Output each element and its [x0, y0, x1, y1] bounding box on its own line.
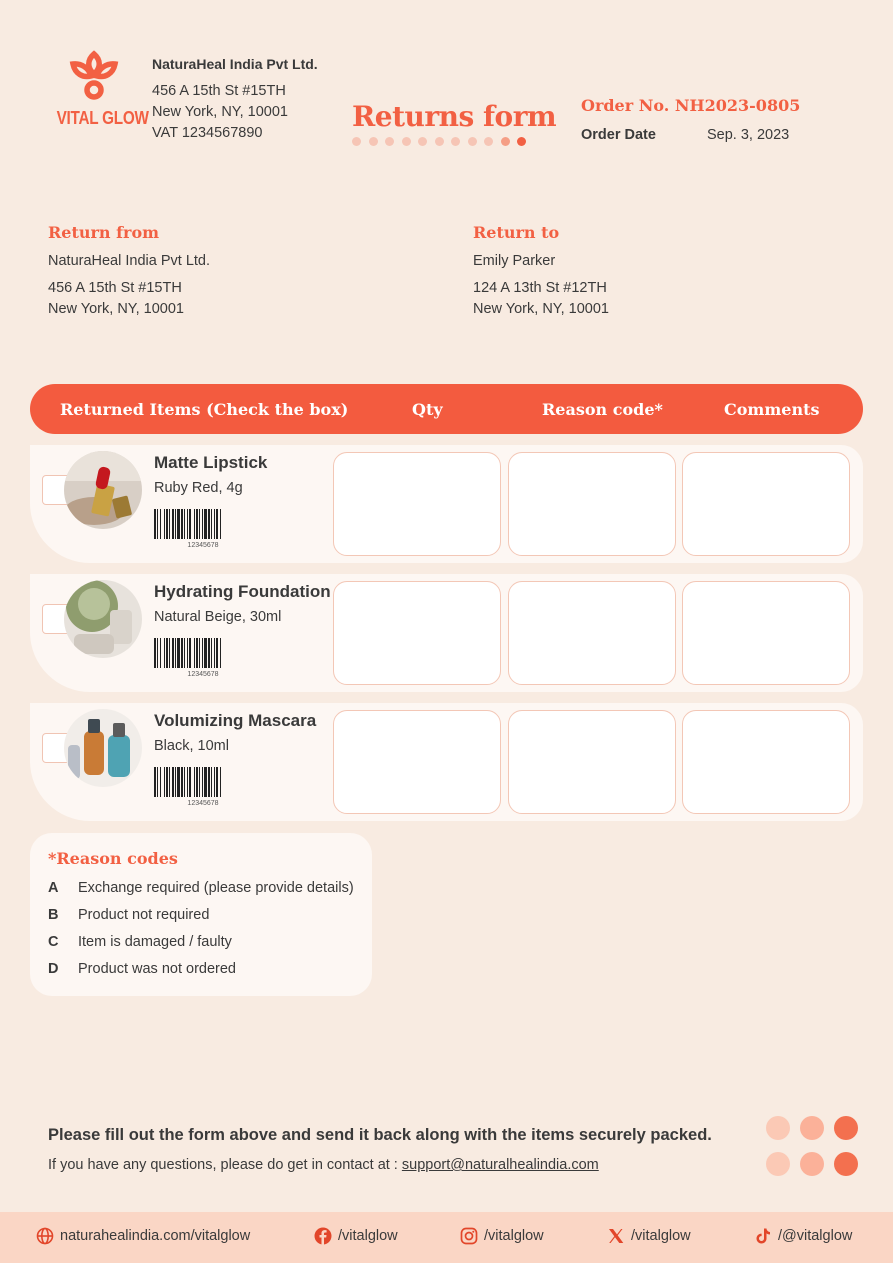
qty-input[interactable]	[333, 581, 501, 685]
order-date-row	[581, 127, 789, 143]
reason-code-item	[48, 961, 354, 988]
reason-code-input[interactable]	[508, 581, 676, 685]
header-reason-code: Reason code*	[542, 400, 663, 419]
x-handle: /vitalglow	[631, 1228, 691, 1244]
comments-input[interactable]	[682, 581, 850, 685]
company-vat: VAT 1234567890	[152, 125, 263, 141]
company-info	[152, 54, 318, 144]
footer-website-link[interactable]	[36, 1227, 250, 1245]
header-returned-items: Returned Items (Check the box)	[60, 400, 349, 419]
product-image-foundation	[64, 580, 142, 658]
return-to-heading: Return to	[473, 223, 560, 242]
return-to-block	[473, 222, 609, 320]
qty-input[interactable]	[333, 710, 501, 814]
barcode	[154, 638, 252, 668]
reason-code-item	[48, 880, 354, 907]
barcode-number: 12345678	[187, 542, 219, 549]
facebook-icon	[314, 1227, 332, 1245]
flower-logo-icon	[67, 50, 121, 102]
reason-codes-heading: *Reason codes	[48, 849, 178, 868]
x-logo-icon	[607, 1227, 625, 1245]
brand-logo	[50, 50, 149, 129]
return-from-name: NaturaHeal India Pvt Ltd.	[48, 253, 211, 269]
return-from-heading: Return from	[48, 223, 160, 242]
footer-x-link[interactable]	[607, 1227, 691, 1245]
facebook-handle: /vitalglow	[338, 1228, 398, 1244]
company-address-line1: 456 A 15th St #15TH	[152, 83, 286, 99]
footer-bar	[0, 1212, 893, 1263]
header-comments: Comments	[724, 400, 820, 419]
reason-code-text: Product not required	[78, 907, 210, 923]
support-email-link[interactable]: support@naturalhealindia.com	[401, 1157, 599, 1173]
items-table-header	[30, 384, 863, 434]
return-to-name: Emily Parker	[473, 253, 556, 269]
product-image-mascara	[64, 709, 142, 787]
company-address-line2: New York, NY, 10001	[152, 104, 288, 120]
reason-code-letter: D	[48, 961, 59, 977]
header-qty: Qty	[412, 400, 443, 419]
footer-instagram-link[interactable]	[460, 1227, 544, 1245]
reason-code-text: Item is damaged / faulty	[78, 934, 232, 950]
item-row-foundation	[30, 574, 863, 692]
order-date-value: Sep. 3, 2023	[707, 127, 790, 143]
tiktok-handle: /@vitalglow	[778, 1228, 853, 1244]
reason-code-letter: C	[48, 934, 59, 950]
contact-note	[48, 1157, 599, 1173]
product-name: Hydrating Foundation	[154, 582, 331, 601]
page-title: Returns form	[352, 100, 557, 133]
contact-prefix: If you have any questions, please do get in contact at :	[48, 1157, 402, 1173]
return-to-line2: New York, NY, 10001	[473, 301, 609, 317]
globe-icon	[36, 1227, 54, 1245]
decorative-dots	[766, 1116, 858, 1176]
company-name: NaturaHeal India Pvt Ltd.	[152, 56, 318, 72]
tiktok-icon	[754, 1227, 772, 1245]
reason-code-text: Product was not ordered	[78, 961, 236, 977]
return-from-line1: 456 A 15th St #15TH	[48, 280, 182, 296]
product-image-lipstick	[64, 451, 142, 529]
order-number: Order No. NH2023-0805	[581, 96, 801, 115]
reason-code-item	[48, 934, 354, 961]
item-row-lipstick	[30, 445, 863, 563]
instructions-note: Please fill out the form above and send it back along with the items securely packed.	[48, 1126, 712, 1144]
footer-facebook-link[interactable]	[314, 1227, 398, 1245]
return-to-line1: 124 A 13th St #12TH	[473, 280, 607, 296]
reason-code-letter: B	[48, 907, 59, 923]
reason-code-letter: A	[48, 880, 59, 896]
qty-input[interactable]	[333, 452, 501, 556]
website-text: naturahealindia.com/vitalglow	[60, 1228, 251, 1244]
barcode	[154, 509, 252, 539]
return-from-block	[48, 222, 210, 320]
barcode-number: 12345678	[187, 671, 219, 678]
reason-codes-panel	[30, 833, 372, 996]
order-date-label: Order Date	[581, 127, 656, 143]
reason-code-item	[48, 907, 354, 934]
instagram-icon	[460, 1227, 478, 1245]
product-name: Volumizing Mascara	[154, 711, 317, 730]
reason-code-input[interactable]	[508, 710, 676, 814]
comments-input[interactable]	[682, 710, 850, 814]
product-description: Natural Beige, 30ml	[154, 609, 282, 625]
instagram-handle: /vitalglow	[484, 1228, 544, 1244]
product-description: Ruby Red, 4g	[154, 480, 243, 496]
footer-tiktok-link[interactable]	[754, 1227, 852, 1245]
comments-input[interactable]	[682, 452, 850, 556]
product-description: Black, 10ml	[154, 738, 229, 754]
product-name: Matte Lipstick	[154, 453, 268, 472]
reason-code-input[interactable]	[508, 452, 676, 556]
reason-code-text: Exchange required (please provide details)	[78, 880, 354, 896]
title-dots-decoration	[352, 137, 526, 146]
item-row-mascara	[30, 703, 863, 821]
barcode	[154, 767, 252, 797]
barcode-number: 12345678	[187, 800, 219, 807]
return-from-line2: New York, NY, 10001	[48, 301, 184, 317]
logo-text: VITAL GLOW	[56, 108, 149, 128]
